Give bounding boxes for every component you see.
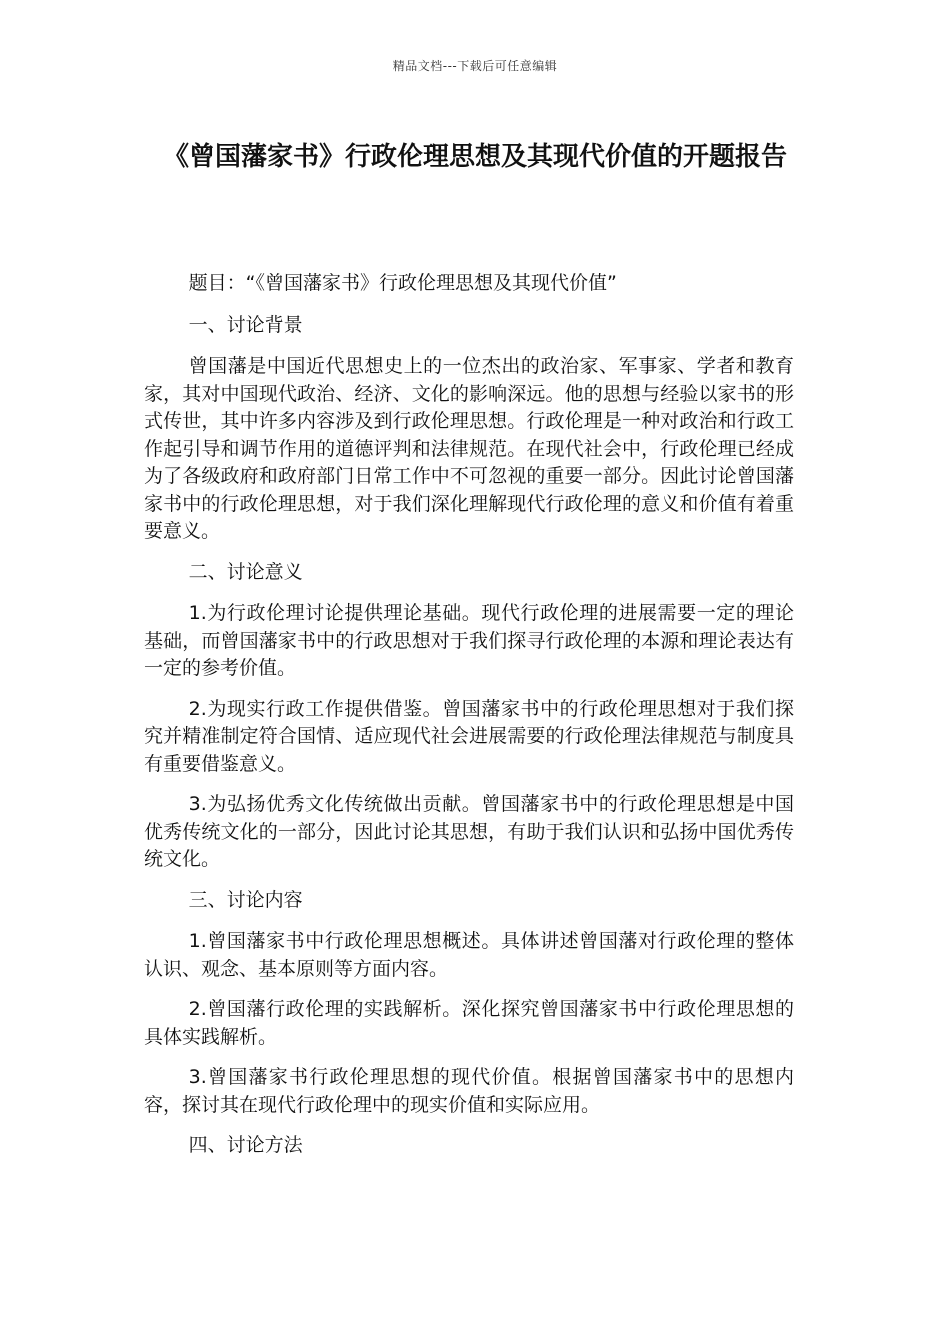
document-title: 《曾国藩家书》行政伦理思想及其现代价值的开题报告 [162,142,787,172]
paragraph-significance-3: 3.为弘扬优秀文化传统做出贡献。曾国藩家书中的行政伦理思想是中国优秀传统文化的一部分，因此讨论其思想，有助于我们认识和弘扬中国优秀传统文化。 [144,793,794,870]
document-body [144,270,794,1174]
section-heading-significance: 二、讨论意义 [188,560,303,583]
header-note: 精品文档---下载后可任意编辑 [392,59,558,73]
paragraph-content-3: 3.曾国藩家书行政伦理思想的现代价值。根据曾国藩家书中的思想内容，探讨其在现代行政伦理中的现实价值和实际应用。 [144,1066,794,1116]
paragraph-content-2: 2.曾国藩行政伦理的实践解析。深化探究曾国藩家书中行政伦理思想的具体实践解析。 [144,998,794,1048]
paragraph-significance-1: 1.为行政伦理讨论提供理论基础。现代行政伦理的进展需要一定的理论基础，而曾国藩家书中的行政思想对于我们探寻行政伦理的本源和理论表达有一定的参考价值。 [144,602,794,679]
paragraph-background: 曾国藩是中国近代思想史上的一位杰出的政治家、军事家、学者和教育家，其对中国现代政治、经济、文化的影响深远。他的思想与经验以家书的形式传世，其中许多内容涉及到行政伦理思想。行政伦理是一种对政治和行政工作起引导和调节作用的道德评判和法律规范。在现代社会中，行政伦理已经成为了各级政府和政府部门日常工作中不可忽视的重要一部分。因此讨论曾国藩家书中的行政伦理思想，对于我们深化理解现代行政伦理的意义和价值有着重要意义。 [144,355,794,542]
topic-line: 题目：“《曾国藩家书》行政伦理思想及其现代价值” [188,272,617,294]
paragraph-content-1: 1.曾国藩家书中行政伦理思想概述。具体讲述曾国藩对行政伦理的整体认识、观念、基本原则等方面内容。 [144,930,794,980]
paragraph-significance-2: 2.为现实行政工作提供借鉴。曾国藩家书中的行政伦理思想对于我们探究并精准制定符合国情、适应现代社会进展需要的行政伦理法律规范与制度具有重要借鉴意义。 [144,697,794,775]
section-heading-methods: 四、讨论方法 [188,1134,303,1156]
section-heading-background: 一、讨论背景 [188,313,303,336]
section-heading-content: 三、讨论内容 [188,888,303,911]
